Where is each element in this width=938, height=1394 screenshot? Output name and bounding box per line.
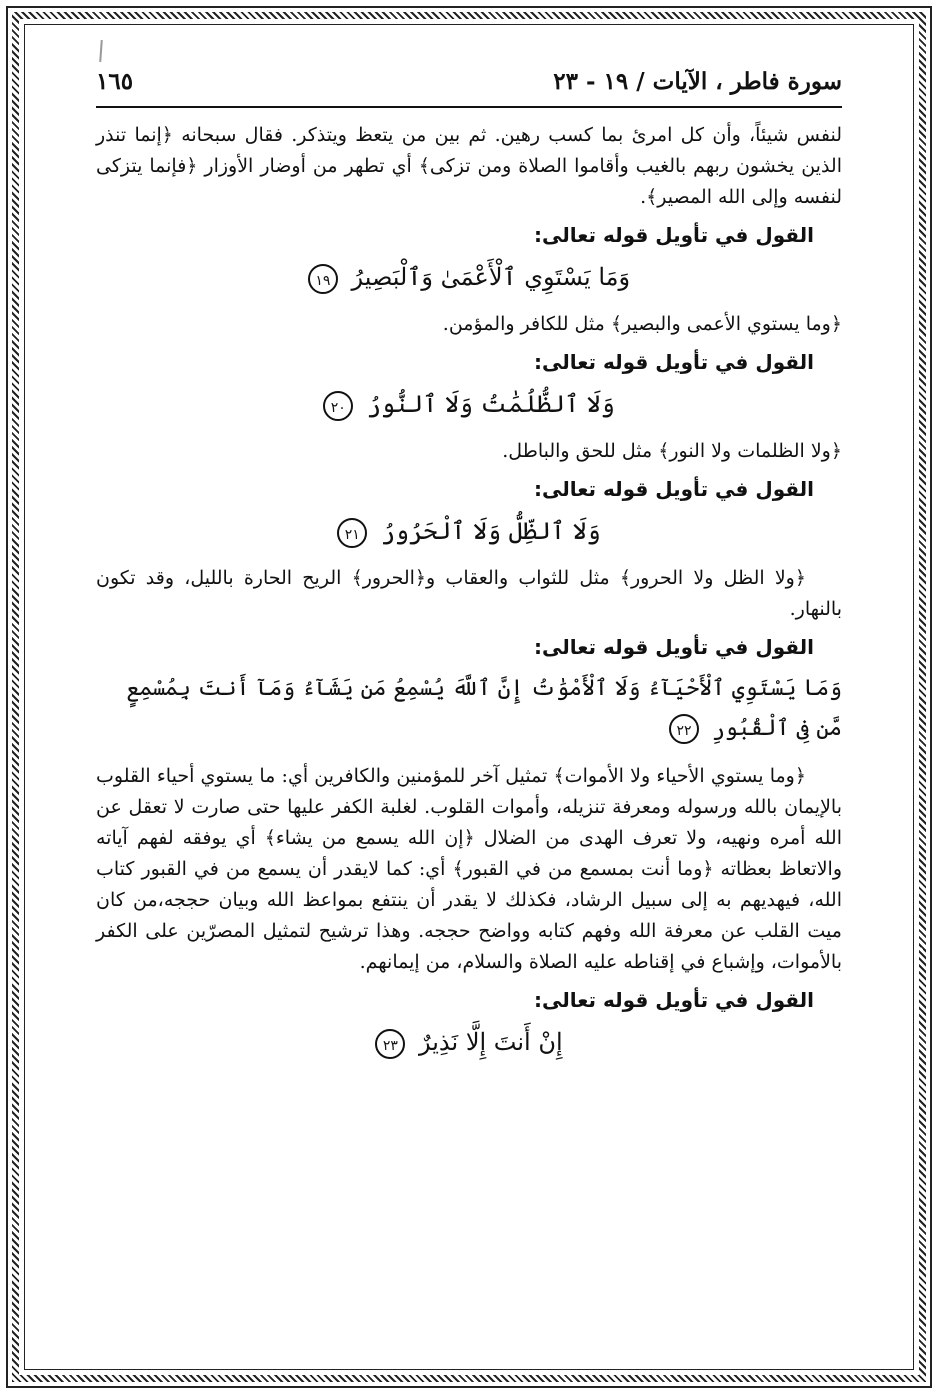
section-heading-5: القول في تأويل قوله تعالى: — [534, 988, 814, 1012]
ayah-number-marker: ٢١ — [337, 518, 367, 548]
quran-verse-20 — [96, 384, 842, 424]
quran-verse-19 — [96, 257, 842, 297]
verse-text: وَلَا ٱلظُّلُمَٰتُ وَلَا ٱلنُّورُ — [366, 390, 615, 418]
paragraph-2: ﴿وما يستوي الأعمى والبصير﴾ مثل للكافر والمؤمن. — [442, 313, 842, 335]
quran-verse-22 — [96, 669, 842, 749]
verse-text: إِنْ أَنتَ إِلَّا نَذِيرٌ — [418, 1028, 563, 1056]
section-heading-2: القول في تأويل قوله تعالى: — [534, 350, 814, 374]
quran-verse-21 — [96, 511, 842, 551]
running-title: سورة فاطر ، الآيات / ١٩ - ٢٣ — [553, 68, 842, 95]
paragraph-3: ﴿ولا الظلمات ولا النور﴾ مثل للحق والباطل. — [502, 440, 842, 462]
verse-text: وَمَا يَسْتَوِي ٱلْأَحْيَآءُ وَلَا ٱلْأَمْوَٰتُ إِنَّ ٱللَّهَ يُسْمِعُ مَن يَشَآءُ وَمَآ أَنتَ بِمُسْمِعٍ مَّن فِى ٱلْقُبُورِ — [126, 676, 842, 741]
section-heading-4: القول في تأويل قوله تعالى: — [534, 635, 814, 659]
section-heading-3: القول في تأويل قوله تعالى: — [534, 477, 814, 501]
ayah-number-marker: ٢٣ — [375, 1029, 405, 1059]
paragraph-5: ﴿وما يستوي الأحياء ولا الأموات﴾ تمثيل آخر للمؤمنين والكافرين أي: ما يستوي أحياء القلوب بالإيمان بالله ورسوله ومعرفة تنزيله، وأموات القلوب. لغلبة الكفر عليها حتى صارت لا تعقل عن الله أمره ونهيه، ولا تعرف الهدى من الضلال ﴿إن الله يسمع من يشاء﴾ أي يوفقه لفهم آياته والاتعاظ بعظاته ﴿وما أنت بمسمع من في القبور﴾ أي: كما لايقدر أن يسمع من في القبور كتاب الله، فيهديهم به إلى سبيل الرشاد، فكذلك لا يقدر أن ينتفع بمواعظ الله وبيان حججه،من كان ميت القلب عن معرفة الله وفهم كتابه وواضح حججه. وهذا ترشيح لتمثيل المصرّين على الكفر بالأموات، وإشباع في إقناطه عليه الصلاة والسلام، من إيمانهم. — [96, 765, 842, 973]
section-heading-1: القول في تأويل قوله تعالى: — [534, 223, 814, 247]
page-number: ١٦٥ — [96, 68, 134, 95]
page-body — [96, 108, 842, 1062]
paragraph-4: ﴿ولا الظل ولا الحرور﴾ مثل للثواب والعقاب و﴿الحرور﴾ الريح الحارة بالليل، وقد تكون بالنهار. — [96, 567, 842, 620]
paragraph-1: لنفس شيئاً، وأن كل امرئ بما كسب رهين. ثم بين من يتعظ ويتذكر. فقال سبحانه ﴿إنما تنذر الذين يخشون ربهم بالغيب وأقاموا الصلاة ومن تزكى﴾ أي تطهر من أوضار الأوزار ﴿فإنما يتزكى لنفسه وإلى الله المصير﴾. — [96, 124, 842, 208]
ayah-number-marker: ٢٢ — [669, 714, 699, 744]
ayah-number-marker: ٢٠ — [323, 391, 353, 421]
page-header — [96, 60, 842, 108]
ayah-number-marker: ١٩ — [308, 264, 338, 294]
verse-text: وَمَا يَسْتَوِي ٱلْأَعْمَىٰ وَٱلْبَصِيرُ — [351, 263, 631, 291]
quran-verse-23 — [96, 1022, 842, 1062]
verse-text: وَلَا ٱلظِّلُّ وَلَا ٱلْحَرُورُ — [380, 517, 601, 545]
page-content — [96, 60, 842, 1334]
